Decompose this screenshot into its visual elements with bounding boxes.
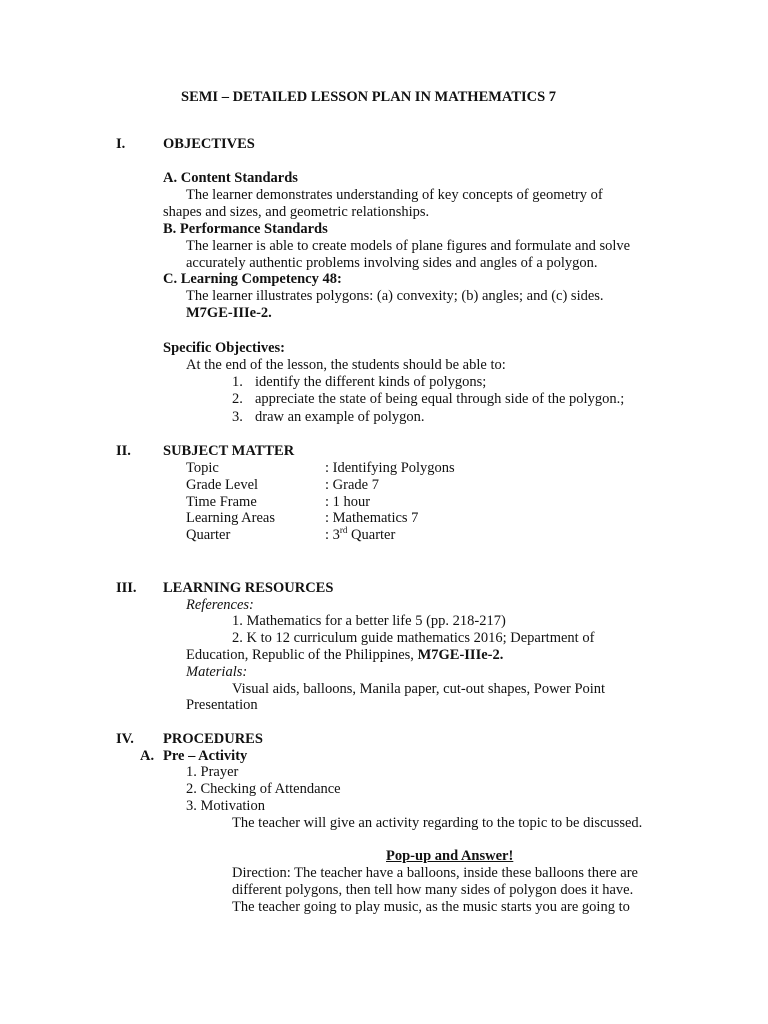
quarter-ordinal-suffix: rd [339,525,348,536]
objective-number: 2. [232,391,243,407]
activity-title: Pop-up and Answer! [386,848,514,864]
procedure-step: 2. Checking of Attendance [186,781,341,797]
reference-item-2-text: Education, Republic of the Philippines, [186,647,414,663]
reference-item-1: 1. Mathematics for a better life 5 (pp. 218-217) [232,613,506,629]
objective-item: identify the different kinds of polygons; [255,374,487,390]
reference-code: M7GE-IIIe-2. [417,647,504,663]
objective-item: appreciate the state of being equal through side of the polygon.; [255,391,625,407]
subject-row-value: : 1 hour [325,494,371,510]
procedure-step: 1. Prayer [186,764,239,780]
materials-label: Materials: [186,664,248,680]
direction-line-3: The teacher going to play music, as the music starts you are going to [232,899,630,915]
section-numeral-objectives: I. [116,136,126,152]
performance-standards-label: B. Performance Standards [163,221,328,237]
subsection-letter: A. [140,748,155,764]
materials-text-2: Presentation [186,697,258,713]
subject-row-label: Learning Areas [186,510,275,526]
section-heading-objectives: OBJECTIVES [163,136,255,152]
motivation-text: The teacher will give an activity regarding to the topic to be discussed. [232,815,643,831]
reference-item-2-line-1: 2. K to 12 curriculum guide mathematics 2016; Department of [232,630,595,646]
quarter-prefix: : 3 [325,527,340,543]
subsection-heading-pre-activity: Pre – Activity [163,748,248,764]
subject-row-value: : Mathematics 7 [325,510,419,526]
reference-item-2-line-2 [186,647,503,664]
section-heading-procedures: PROCEDURES [163,731,263,747]
references-label: References: [186,597,254,613]
learning-competency-label: C. Learning Competency 48: [163,271,342,287]
learning-competency-text: The learner illustrates polygons: (a) convexity; (b) angles; and (c) sides. [186,288,604,304]
subject-row-label: Grade Level [186,477,259,493]
document-title: SEMI – DETAILED LESSON PLAN IN MATHEMATICS 7 [181,89,557,105]
objective-number: 3. [232,409,243,425]
subject-row-value: : Identifying Polygons [325,460,455,476]
section-numeral-procedures: IV. [116,731,134,747]
subject-row-value: : Grade 7 [325,477,379,493]
specific-objectives-label: Specific Objectives: [163,340,286,356]
learning-competency-code: M7GE-IIIe-2. [186,305,272,321]
section-numeral-learning-resources: III. [116,580,137,596]
performance-standards-text-1: The learner is able to create models of plane figures and formulate and solve [186,238,631,254]
content-standards-text-1: The learner demonstrates understanding of key concepts of geometry of [186,187,603,203]
subject-row-label: Quarter [186,527,231,543]
materials-text-1: Visual aids, balloons, Manila paper, cut-out shapes, Power Point [232,681,606,697]
content-standards-label: A. Content Standards [163,170,298,186]
objective-item: draw an example of polygon. [255,409,425,425]
specific-objectives-intro: At the end of the lesson, the students should be able to: [186,357,506,373]
procedure-step: 3. Motivation [186,798,265,814]
objective-number: 1. [232,374,243,390]
section-heading-learning-resources: LEARNING RESOURCES [163,580,334,596]
content-standards-text-2: shapes and sizes, and geometric relationships. [163,204,430,220]
direction-line-1: Direction: The teacher have a balloons, inside these balloons there are [232,865,638,881]
subject-row-value-quarter [325,527,395,544]
direction-line-2: different polygons, then tell how many sides of polygon does it have. [232,882,634,898]
subject-row-label: Topic [186,460,219,476]
performance-standards-text-2: accurately authentic problems involving sides and angles of a polygon. [186,255,598,271]
quarter-suffix: Quarter [347,527,396,543]
subject-row-label: Time Frame [186,494,257,510]
section-numeral-subject-matter: II. [116,443,131,459]
section-heading-subject-matter: SUBJECT MATTER [163,443,295,459]
